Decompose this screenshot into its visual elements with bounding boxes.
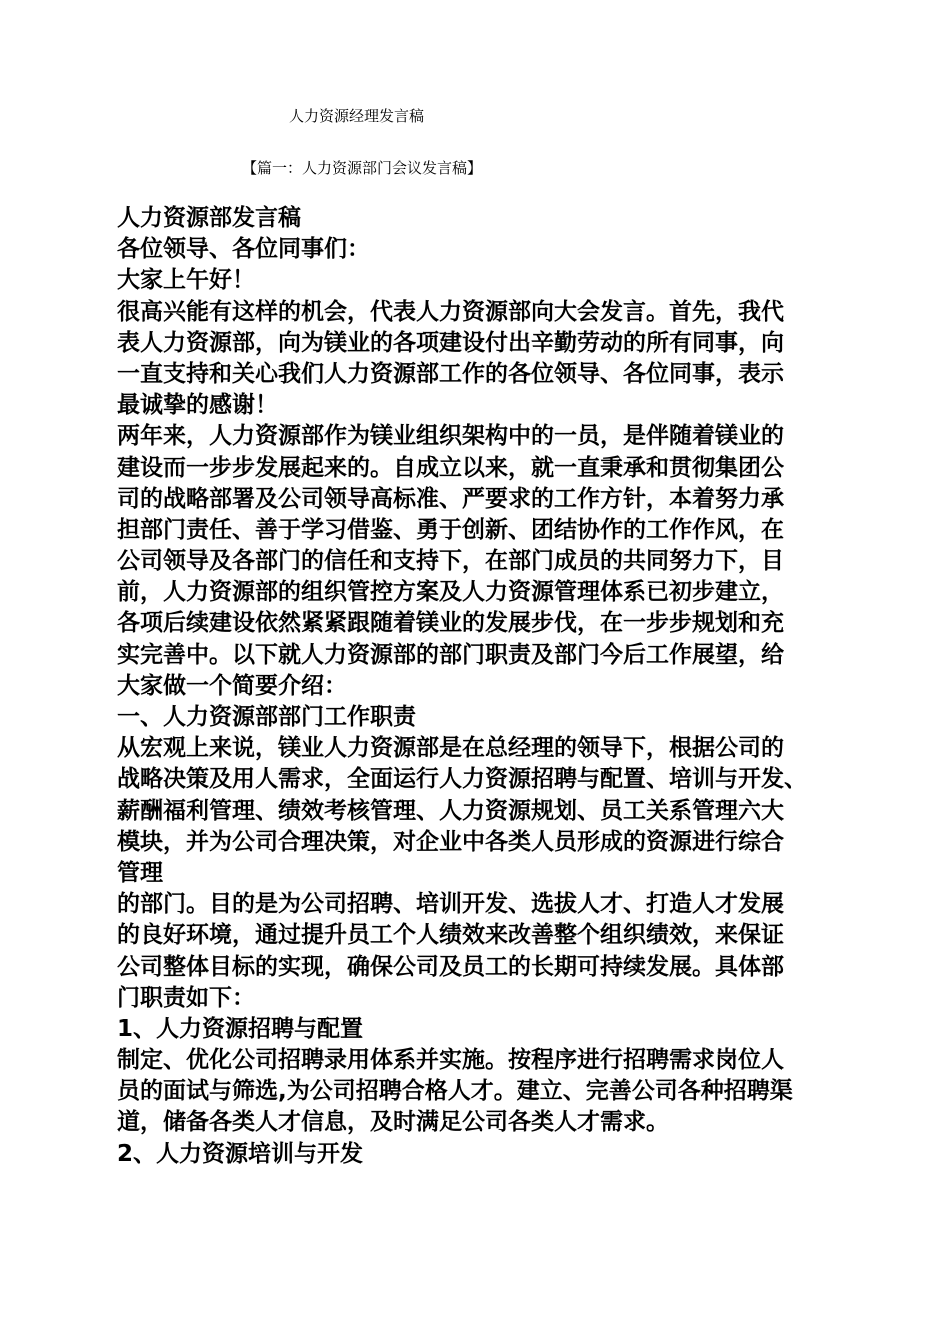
text-line: 从宏观上来说，镁业人力资源部是在总经理的领导下，根据公司的: [117, 735, 784, 762]
text-line: 各项后续建设依然紧紧跟随着镁业的发展步伐，在一步步规划和充: [117, 610, 784, 637]
text-line: 战略决策及用人需求，全面运行人力资源招聘与配置、培训与开发、: [117, 766, 807, 793]
subsection-heading: 2、人力资源培训与开发: [117, 1140, 364, 1167]
text-line: 管理: [117, 859, 163, 886]
text-line: 公司领导及各部门的信任和支持下，在部门成员的共同努力下，目: [117, 548, 784, 575]
text-line: 公司整体目标的实现，确保公司及员工的长期可持续发展。具体部: [117, 953, 784, 980]
text-line: 前，人力资源部的组织管控方案及人力资源管理体系已初步建立，: [117, 579, 784, 606]
document-body: [117, 203, 837, 1170]
text-line: 两年来，人力资源部作为镁业组织架构中的一员，是伴随着镁业的: [117, 423, 784, 450]
text-line: 很高兴能有这样的机会，代表人力资源部向大会发言。首先，我代: [117, 298, 784, 325]
text-line: 表人力资源部，向为镁业的各项建设付出辛勤劳动的所有同事，向: [117, 329, 784, 356]
text-line: 门职责如下：: [117, 984, 255, 1011]
subsection-heading: 1、人力资源招聘与配置: [117, 1015, 364, 1042]
text-line: 大家做一个简要介绍：: [117, 672, 347, 699]
text-line: 担部门责任、善于学习借鉴、勇于创新、团结协作的工作作风，在: [117, 516, 784, 543]
text-line: 实完善中。以下就人力资源部的部门职责及部门今后工作展望，给: [117, 641, 784, 668]
document-title: 人力资源经理发言稿: [289, 107, 425, 125]
text-line: 制定、优化公司招聘录用体系并实施。按程序进行招聘需求岗位人: [117, 1047, 784, 1074]
text-line: 的良好环境，通过提升员工个人绩效来改善整个组织绩效，来保证: [117, 922, 784, 949]
text-line: 员的面试与筛选,为公司招聘合格人才。建立、完善公司各种招聘渠: [117, 1078, 793, 1105]
text-line: 模块，并为公司合理决策，对企业中各类人员形成的资源进行综合: [117, 828, 784, 855]
text-line: 各位领导、各位同事们：: [117, 236, 370, 263]
text-line: 的部门。目的是为公司招聘、培训开发、选拔人才、打造人才发展: [117, 891, 784, 918]
text-line: 大家上午好！: [117, 267, 255, 294]
text-line: 薪酬福利管理、绩效考核管理、人力资源规划、员工关系管理六大: [117, 797, 784, 824]
text-line: 建设而一步步发展起来的。自成立以来，就一直秉承和贯彻集团公: [117, 454, 784, 481]
text-line: 司的战略部署及公司领导高标准、严要求的工作方针，本着努力承: [117, 485, 784, 512]
section-heading: 一、人力资源部部门工作职责: [117, 704, 416, 730]
text-line: 最诚挚的感谢！: [117, 392, 278, 419]
text-line: 人力资源部发言稿: [117, 205, 301, 231]
text-line: 一直支持和关心我们人力资源部工作的各位领导、各位同事，表示: [117, 360, 784, 387]
text-line: 道，储备各类人才信息，及时满足公司各类人才需求。: [117, 1109, 669, 1136]
document-subtitle: 【篇一：人力资源部门会议发言稿】: [242, 159, 483, 177]
